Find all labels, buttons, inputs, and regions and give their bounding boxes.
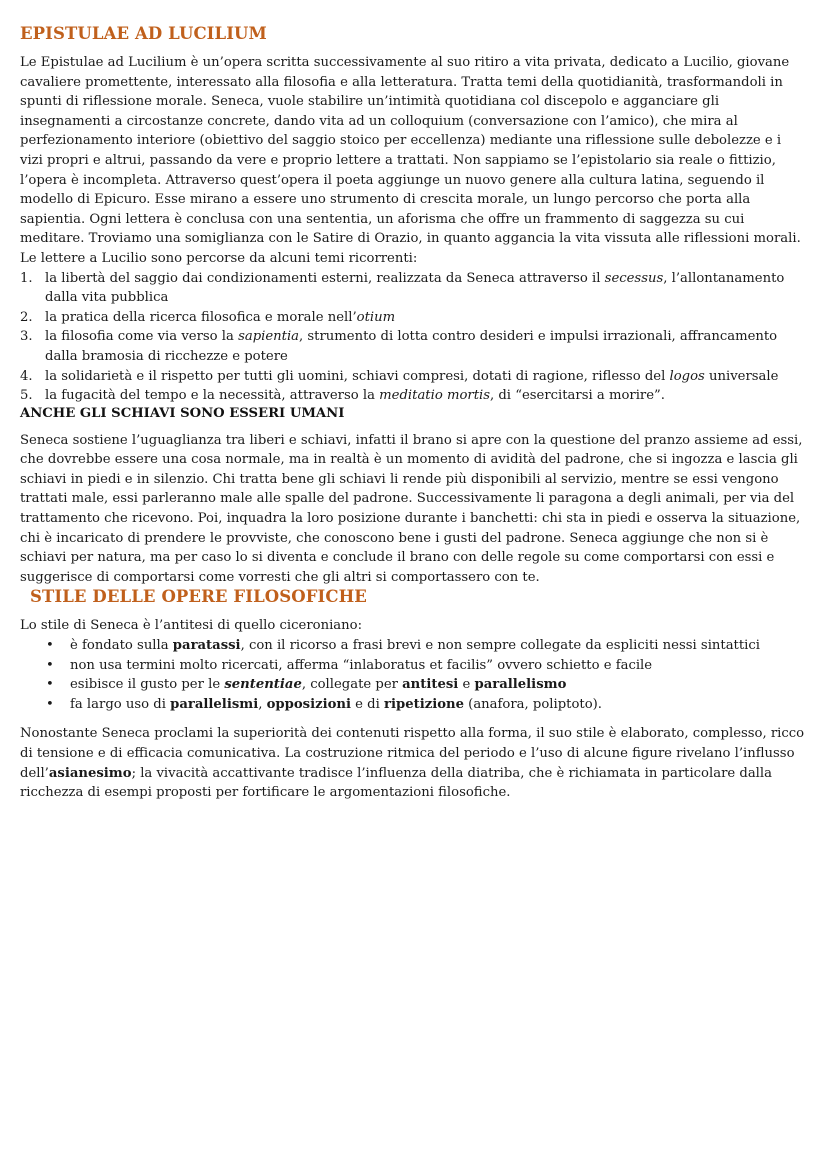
- list-text: non usa termini molto ricercati, afferma “inlaboratus et facilis” ovvero schietto e facile: [70, 657, 653, 673]
- paragraph-text: Nonostante Seneca proclami la superiorità dei contenuti rispetto alla forma, il suo stile è elaborato, complesso, ricco di tensione e di efficacia comunicativa. La costruzione ritmica del periodo e l’uso di alcune figure rivelano l’influsso dell’: [20, 726, 805, 781]
- list-item: [20, 367, 808, 387]
- paragraph-text: ; la vivacità accattivante tradisce l’influenza della diatriba, che è richiamata in particolare dalla ricchezza di esempi proposti per fortificare le argomentazioni filosofiche.: [20, 765, 772, 801]
- list-item: [20, 386, 808, 406]
- list-number: 2.: [20, 309, 33, 325]
- list-emphasis: otium: [356, 309, 396, 325]
- list-text: , collegate per: [301, 677, 403, 693]
- bullet-icon: •: [46, 638, 54, 654]
- stile-intro-paragraph: Lo stile di Seneca è l’antitesi di quello ciceroniano:: [20, 618, 363, 634]
- list-text: , strumento di lotta contro desideri e impulsi irrazionali, affrancamento dalla bramosia di ricchezze e potere: [45, 329, 778, 364]
- list-item: [20, 675, 808, 695]
- list-text: (anafora, poliptoto).: [463, 696, 602, 712]
- schiavi-paragraph: Seneca sostiene l’uguaglianza tra liberi e schiavi, infatti il brano si apre con la questione del pranzo assieme ad essi, che dovrebbe essere una cosa normale, ma in realtà è un momento di avidità del padrone, che si ingozza e lascia gli schiavi in piedi e in silenzio. Chi tratta bene gli schiavi li rende più disponibili al servizio, mentre se essi vengono trattati male, essi parleranno male alle spalle del padrone. Successivamente li paragona a degli animali, per via del trattamento che ricevono. Poi, inquadra la loro posizione durante i banchetti: chi sta in piedi e osserva la situazione, chi è incaricato di prendere le provviste, che conoscono bene i gusti del padrone. Seneca aggiunge che non si è schiavi per natura, ma per caso lo si diventa e conclude il brano con delle regole su come comportarsi con essi e suggerisce di comportarsi come vorresti che gli altri si comportassero con te.: [20, 432, 803, 585]
- list-emphasis: secessus: [604, 270, 664, 286]
- stile-closing-paragraph: [20, 724, 808, 802]
- style-features-list: [20, 636, 808, 714]
- list-emphasis: sapientia: [238, 329, 300, 345]
- list-item: [20, 308, 808, 328]
- list-strong: parallelismo: [474, 677, 567, 693]
- list-text: universale: [704, 368, 779, 384]
- list-text: , con il ricorso a frasi brevi e non sempre collegate da espliciti nessi sintattici: [240, 638, 760, 654]
- section-title-stile: STILE DELLE OPERE FILOSOFICHE: [30, 587, 367, 607]
- list-strong: paratassi: [172, 638, 241, 654]
- list-text: la libertà del saggio dai condizionamenti esterni, realizzata da Seneca attraverso il: [45, 270, 605, 286]
- list-text: e di: [350, 696, 385, 712]
- list-number: 5.: [20, 388, 33, 404]
- list-text: ,: [258, 696, 267, 712]
- list-text: la pratica della ricerca filosofica e morale nell’: [45, 309, 357, 325]
- list-number: 3.: [20, 329, 33, 345]
- list-number: 4.: [20, 368, 33, 384]
- list-strong: opposizioni: [266, 696, 351, 712]
- bullet-icon: •: [46, 657, 54, 673]
- list-emphasis: logos: [669, 368, 705, 384]
- section-title-schiavi: ANCHE GLI SCHIAVI SONO ESSERI UMANI: [20, 405, 345, 421]
- list-text: esibisce il gusto per le: [70, 677, 225, 693]
- list-item: [20, 636, 808, 656]
- epistulae-intro-paragraph: Le Epistulae ad Lucilium è un’opera scritta successivamente al suo ritiro a vita privata, dedicato a Lucilio, giovane cavaliere promettente, interessato alla filosofia e alla letteratura. Tratta temi della quotidianità, trasformandoli in spunti di riflessione morale. Seneca, vuole stabilire un’intimità quotidiana col discepolo e agganciare gli insegnamenti a circostanze concrete, dando vita ad un colloquium (conversazione con l’amico), che mira al perfezionamento interiore (obiettivo del saggio stoico per eccellenza) mediante una riflessione sulle debolezze e i vizi propri e altrui, passando da vere e proprio lettere a trattati. Non sappiamo se l’epistolario sia reale o fittizio, l’opera è incompleta. Attraverso quest’opera il poeta aggiunge un nuovo genere alla cultura latina, seguendo il modello di Epicuro. Esse mirano a essere uno strumento di crescita morale, un lungo percorso che porta alla sapientia. Ogni lettera è conclusa con una sententia, un aforisma che offre un frammento di saggezza su cui meditare. Troviamo una somiglianza con le Satire di Orazio, in quanto aggancia la vita vissuta alle riflessioni morali. Le lettere a Lucilio sono percorse da alcuni temi ricorrenti:: [20, 55, 801, 266]
- list-number: 1.: [20, 270, 33, 286]
- list-text: e: [458, 677, 475, 693]
- list-strong: antitesi: [402, 677, 459, 693]
- list-strong: ripetizione: [384, 696, 464, 712]
- list-emphasis: meditatio mortis: [379, 388, 490, 404]
- list-item: [20, 656, 808, 676]
- list-strong-emphasis: sententiae: [224, 677, 302, 693]
- paragraph-strong: asianesimo: [48, 765, 132, 781]
- section-title-epistulae: EPISTULAE AD LUCILIUM: [20, 24, 267, 43]
- list-item: [20, 327, 808, 366]
- list-text: è fondato sulla: [70, 638, 173, 654]
- bullet-icon: •: [46, 677, 54, 693]
- list-text: fa largo uso di: [70, 696, 171, 712]
- list-text: la filosofia come via verso la: [45, 329, 239, 345]
- list-strong: parallelismi: [170, 696, 259, 712]
- list-item: [20, 695, 808, 715]
- bullet-icon: •: [46, 696, 54, 712]
- list-text: la solidarietà e il rispetto per tutti gli uomini, schiavi compresi, dotati di ragione, riflesso del: [45, 368, 670, 384]
- recurring-themes-list: [20, 269, 808, 406]
- list-text: la fugacità del tempo e la necessità, attraverso la: [45, 388, 380, 404]
- list-item: [20, 269, 808, 308]
- list-text: , l’allontanamento dalla vita pubblica: [45, 270, 785, 306]
- list-text: , di “esercitarsi a morire”.: [489, 388, 665, 404]
